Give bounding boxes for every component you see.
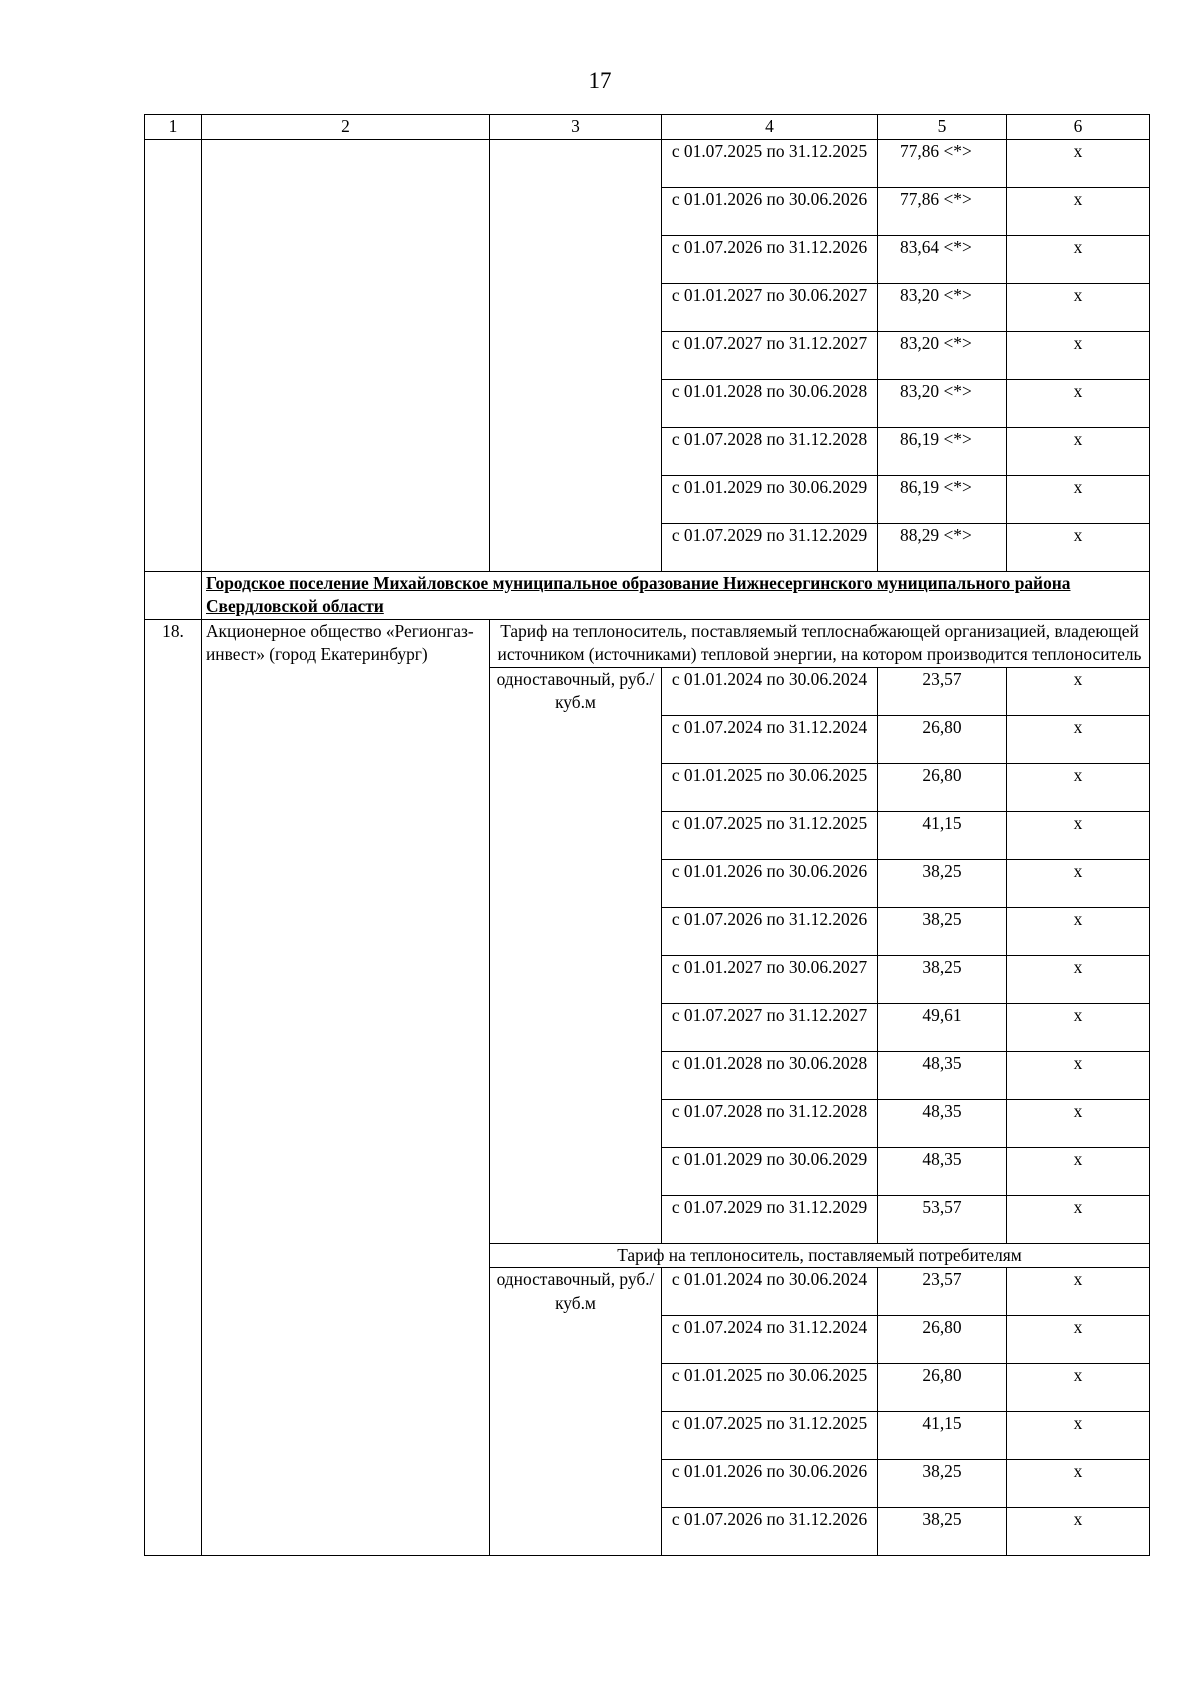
empty-rate-cell — [490, 139, 662, 571]
period-cell: с 01.07.2027 по 31.12.2027 — [662, 331, 878, 379]
tariff-value-cell: 48,35 — [878, 1051, 1007, 1099]
tariff-value-cell: 83,20 <*> — [878, 331, 1007, 379]
mark-cell: х — [1007, 235, 1150, 283]
period-cell: с 01.07.2029 по 31.12.2029 — [662, 1195, 878, 1243]
tariff-value-cell: 38,25 — [878, 859, 1007, 907]
tariff-title-row — [145, 619, 1150, 667]
period-cell: с 01.07.2026 по 31.12.2026 — [662, 1508, 878, 1556]
mark-cell: х — [1007, 907, 1150, 955]
mark-cell: х — [1007, 763, 1150, 811]
mark-cell: х — [1007, 379, 1150, 427]
column-number: 5 — [878, 115, 1007, 140]
period-cell: с 01.07.2026 по 31.12.2026 — [662, 907, 878, 955]
empty-number-cell — [145, 139, 202, 571]
section-title: Городское поселение Михайловское муниципальное образование Нижнесергинского муниципального района Свердловской области — [202, 571, 1150, 619]
period-cell: с 01.07.2025 по 31.12.2025 — [662, 811, 878, 859]
mark-cell: х — [1007, 139, 1150, 187]
tariff-value-cell: 26,80 — [878, 1316, 1007, 1364]
period-cell: с 01.01.2029 по 30.06.2029 — [662, 475, 878, 523]
tariff-value-cell: 48,35 — [878, 1147, 1007, 1195]
tariff-value-cell: 26,80 — [878, 715, 1007, 763]
period-cell: с 01.07.2026 по 31.12.2026 — [662, 235, 878, 283]
period-cell: с 01.07.2028 по 31.12.2028 — [662, 427, 878, 475]
mark-cell: х — [1007, 1412, 1150, 1460]
tariff-value-cell: 86,19 <*> — [878, 427, 1007, 475]
tariff-value-cell: 41,15 — [878, 1412, 1007, 1460]
mark-cell: х — [1007, 1460, 1150, 1508]
tariff-value-cell: 38,25 — [878, 907, 1007, 955]
mark-cell: х — [1007, 1147, 1150, 1195]
period-cell: с 01.01.2027 по 30.06.2027 — [662, 955, 878, 1003]
column-number: 4 — [662, 115, 878, 140]
period-cell: с 01.07.2024 по 31.12.2024 — [662, 715, 878, 763]
mark-cell: х — [1007, 715, 1150, 763]
mark-cell: х — [1007, 187, 1150, 235]
period-cell: с 01.01.2026 по 30.06.2026 — [662, 1460, 878, 1508]
tariff-value-cell: 38,25 — [878, 1460, 1007, 1508]
tariff-value-cell: 26,80 — [878, 763, 1007, 811]
mark-cell: х — [1007, 1268, 1150, 1316]
tariff-value-cell: 77,86 <*> — [878, 187, 1007, 235]
period-cell: с 01.01.2026 по 30.06.2026 — [662, 859, 878, 907]
tariff-table-body — [145, 115, 1150, 1556]
mark-cell: х — [1007, 1195, 1150, 1243]
tariff-value-cell: 86,19 <*> — [878, 475, 1007, 523]
entry-number: 18. — [145, 619, 202, 1556]
period-cell: с 01.01.2026 по 30.06.2026 — [662, 187, 878, 235]
period-cell: с 01.01.2028 по 30.06.2028 — [662, 1051, 878, 1099]
tariff-value-cell: 83,20 <*> — [878, 379, 1007, 427]
period-cell: с 01.07.2025 по 31.12.2025 — [662, 1412, 878, 1460]
period-cell: с 01.01.2027 по 30.06.2027 — [662, 283, 878, 331]
mark-cell: х — [1007, 955, 1150, 1003]
period-cell: с 01.07.2028 по 31.12.2028 — [662, 1099, 878, 1147]
tariff-table — [144, 114, 1150, 1556]
mark-cell: х — [1007, 1003, 1150, 1051]
tariff-value-cell: 41,15 — [878, 811, 1007, 859]
tariff-value-cell: 83,20 <*> — [878, 283, 1007, 331]
mark-cell: х — [1007, 811, 1150, 859]
tariff-value-cell: 38,25 — [878, 1508, 1007, 1556]
mark-cell: х — [1007, 1364, 1150, 1412]
tariff-title: Тариф на теплоноситель, поставляемый потребителям — [490, 1243, 1150, 1268]
column-number: 1 — [145, 115, 202, 140]
period-cell: с 01.01.2025 по 30.06.2025 — [662, 1364, 878, 1412]
organization-name: Акционерное общество «Регионгаз-инвест» (город Екатеринбург) — [202, 619, 490, 1556]
mark-cell: х — [1007, 523, 1150, 571]
tariff-value-cell: 88,29 <*> — [878, 523, 1007, 571]
period-cell: с 01.01.2029 по 30.06.2029 — [662, 1147, 878, 1195]
tariff-value-cell: 23,57 — [878, 667, 1007, 715]
page-number: 17 — [588, 68, 612, 93]
mark-cell: х — [1007, 1099, 1150, 1147]
section-header-row — [145, 571, 1150, 619]
period-cell: с 01.01.2024 по 30.06.2024 — [662, 1268, 878, 1316]
mark-cell: х — [1007, 1508, 1150, 1556]
column-number: 2 — [202, 115, 490, 140]
rate-type: одноставочный, руб./куб.м — [490, 1268, 662, 1556]
period-cell: с 01.07.2025 по 31.12.2025 — [662, 139, 878, 187]
tariff-title: Тариф на теплоноситель, поставляемый теплоснабжающей организацией, владеющей источником (источниками) тепловой энергии, на котором производится теплоноситель — [490, 619, 1150, 667]
column-number-header — [145, 115, 1150, 140]
mark-cell: х — [1007, 1051, 1150, 1099]
mark-cell: х — [1007, 283, 1150, 331]
mark-cell: х — [1007, 859, 1150, 907]
period-cell: с 01.07.2027 по 31.12.2027 — [662, 1003, 878, 1051]
column-number: 6 — [1007, 115, 1150, 140]
period-cell: с 01.07.2029 по 31.12.2029 — [662, 523, 878, 571]
tariff-value-cell: 23,57 — [878, 1268, 1007, 1316]
tariff-value-cell: 38,25 — [878, 955, 1007, 1003]
tariff-value-cell: 48,35 — [878, 1099, 1007, 1147]
mark-cell: х — [1007, 475, 1150, 523]
mark-cell: х — [1007, 427, 1150, 475]
mark-cell: х — [1007, 331, 1150, 379]
period-cell: с 01.01.2025 по 30.06.2025 — [662, 763, 878, 811]
column-number: 3 — [490, 115, 662, 140]
rate-type: одноставочный, руб./куб.м — [490, 667, 662, 1243]
tariff-value-cell: 77,86 <*> — [878, 139, 1007, 187]
tariff-value-cell: 26,80 — [878, 1364, 1007, 1412]
tariff-value-cell: 53,57 — [878, 1195, 1007, 1243]
empty-number-cell — [145, 571, 202, 619]
table-row — [145, 139, 1150, 187]
tariff-value-cell: 83,64 <*> — [878, 235, 1007, 283]
period-cell: с 01.01.2024 по 30.06.2024 — [662, 667, 878, 715]
mark-cell: х — [1007, 1316, 1150, 1364]
empty-organization-cell — [202, 139, 490, 571]
period-cell: с 01.07.2024 по 31.12.2024 — [662, 1316, 878, 1364]
period-cell: с 01.01.2028 по 30.06.2028 — [662, 379, 878, 427]
mark-cell: х — [1007, 667, 1150, 715]
tariff-value-cell: 49,61 — [878, 1003, 1007, 1051]
